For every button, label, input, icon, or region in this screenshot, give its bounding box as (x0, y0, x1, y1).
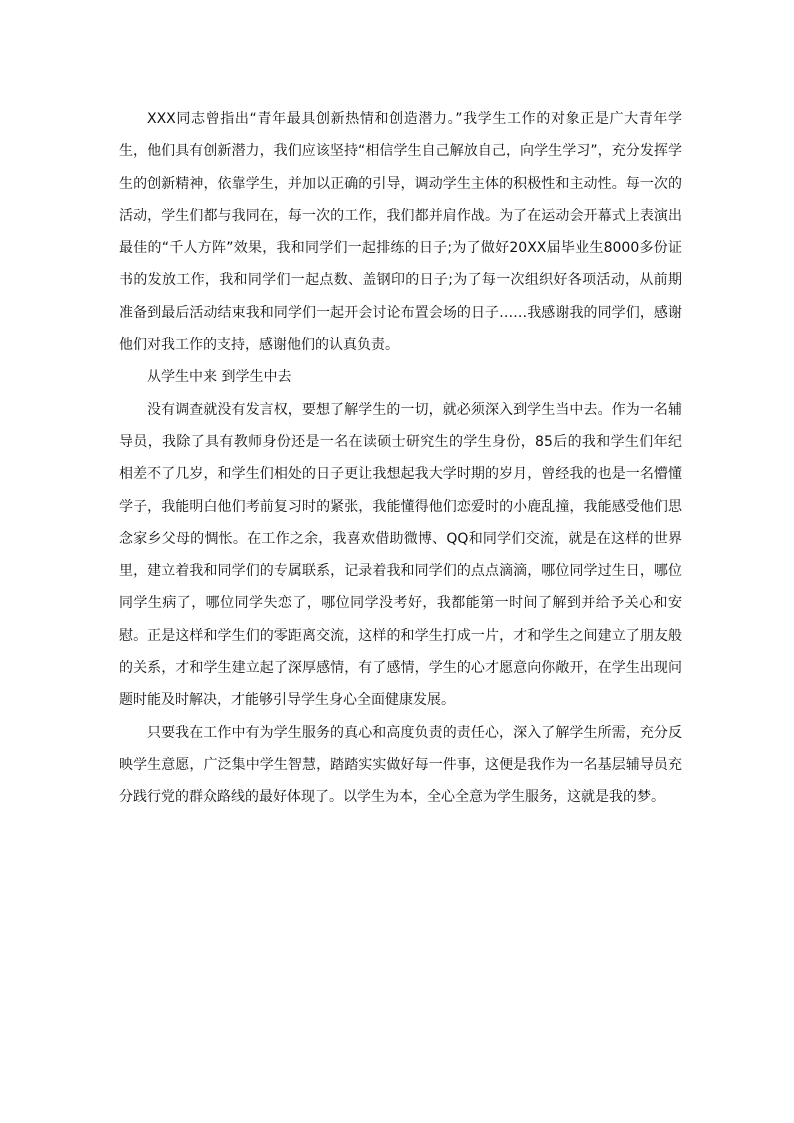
paragraph-investigation: 没有调查就没有发言权，要想了解学生的一切，就必须深入到学生当中去。作为一名辅导员，我除了具有教师身份还是一名在读硕士研究生的学生身份，85后的我和学生们年纪相差不了几岁，和学生们相处的日子更让我想起我大学时期的岁月，曾经我的也是一名懵懂学子，我能明白他们考前复习时的紧张，我能懂得他们恋爱时的小鹿乱撞，我能感受他们思念家乡父母的惆怅。在工作之余，我喜欢借助微博、QQ和同学们交流，就是在这样的世界里，建立着我和同学们的专属联系，记录着我和同学们的点点滴滴，哪位同学过生日，哪位同学生病了，哪位同学失恋了，哪位同学没考好，我都能第一时间了解到并给予关心和安慰。正是这样和学生们的零距离交流，这样的和学生打成一片，才和学生之间建立了朋友般的关系，才和学生建立起了深厚感情，有了感情，学生的心才愿意向你敞开，在学生出现问题时能及时解决，才能够引导学生身心全面健康发展。 (119, 401, 682, 709)
section-heading: 从学生中来 到学生中去 (147, 369, 292, 386)
paragraph-intro: XXX同志曾指出“青年最具创新热情和创造潜力。”我学生工作的对象正是广大青年学生，他们具有创新潜力，我们应该坚持“相信学生自己解放自己，向学生学习”，充分发挥学生的创新精神，依靠学生，并加以正确的引导，调动学生主体的积极性和主动性。每一次的活动，学生们都与我同在，每一次的工作，我们都并肩作战。为了在运动会开幕式上表演出最佳的“千人方阵”效果，我和同学们一起排练的日子;为了做好20XX届毕业生8000多份证书的发放工作，我和同学们一起点数、盖钢印的日子;为了每一次组织好各项活动，从前期准备到最后活动结束我和同学们一起开会讨论布置会场的日子……我感谢我的同学们，感谢他们对我工作的支持，感谢他们的认真负责。 (119, 111, 682, 354)
document-body (119, 103, 682, 814)
paragraph-conclusion: 只要我在工作中有为学生服务的真心和高度负责的责任心，深入了解学生所需，充分反映学生意愿，广泛集中学生智慧，踏踏实实做好每一件事，这便是我作为一名基层辅导员充分践行党的群众路线的最好体现了。以学生为本，全心全意为学生服务，这就是我的梦。 (119, 724, 682, 806)
